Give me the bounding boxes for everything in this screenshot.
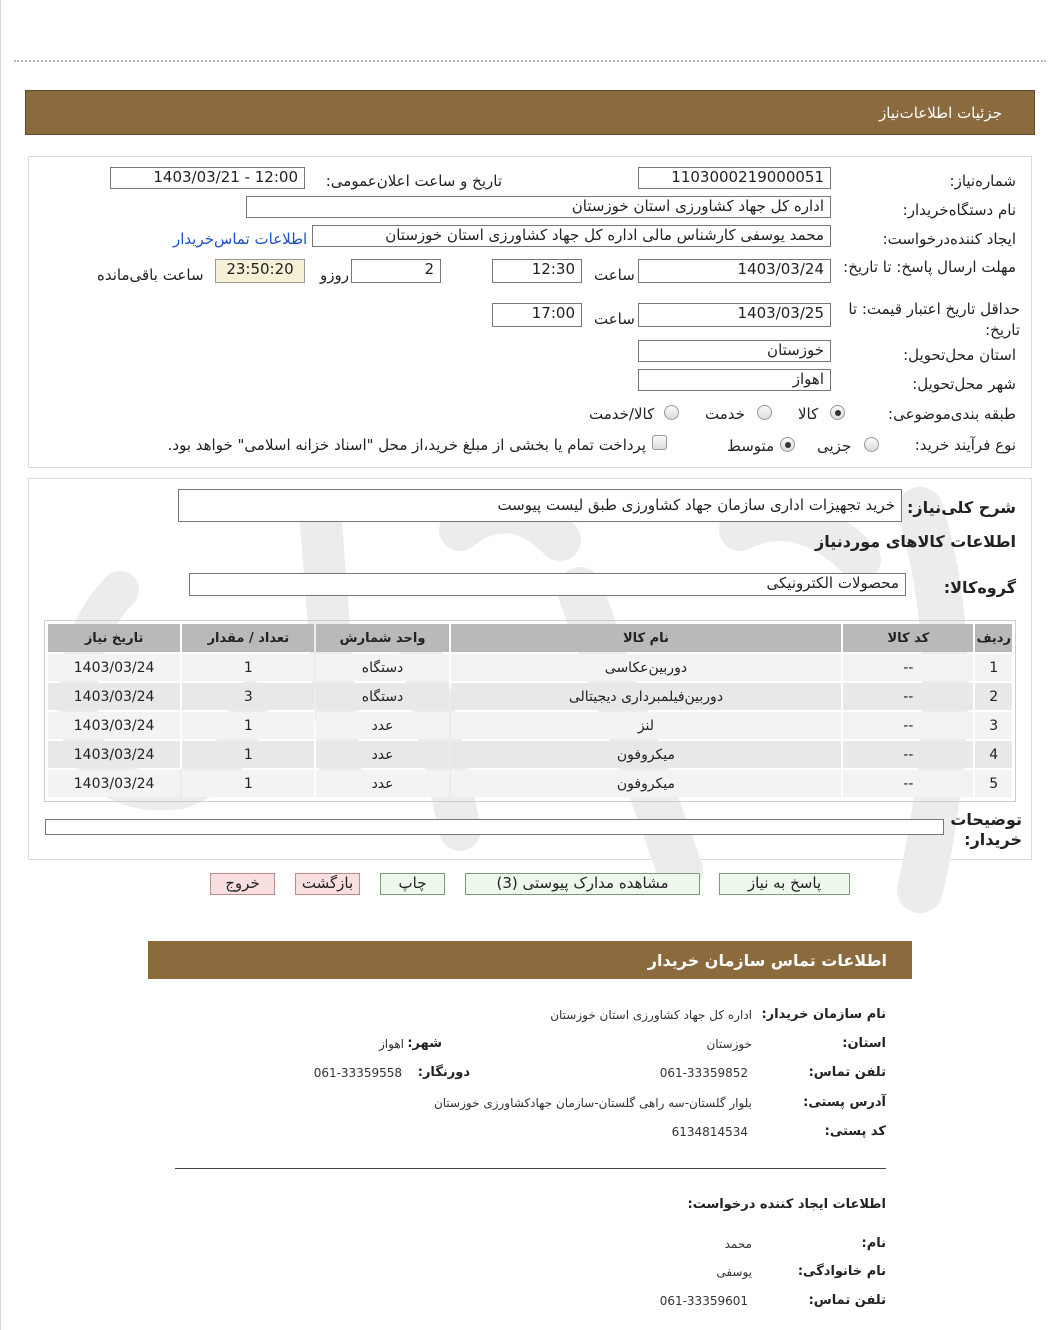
contact-separator — [175, 1168, 886, 1169]
contact-fax-label: دورنگار: — [417, 1065, 470, 1080]
province-label: استان محل‌تحویل: — [903, 346, 1016, 364]
reply-button[interactable]: پاسخ به نیاز — [719, 873, 850, 895]
item-code: -- — [843, 654, 973, 681]
process-minor-label: جزیی — [817, 437, 852, 455]
table-row — [48, 712, 1012, 739]
item-name: دوربین‌عکاسی — [451, 654, 842, 681]
details-header-title: جزئیات اطلاعات‌نیاز — [879, 104, 1002, 122]
summary-field: خرید تجهیزات اداری سازمان جهاد کشاورزی طبق لیست پیوست — [178, 489, 902, 522]
category-goods-label: کالا — [798, 405, 819, 423]
buyer-org-field: اداره کل جهاد کشاورزی استان خوزستان — [246, 196, 831, 218]
contact-org-label: نام سازمان خریدار: — [761, 1007, 886, 1022]
creator-info-heading: اطلاعات ایجاد کننده درخواست: — [687, 1197, 886, 1212]
contact-postal-label: کد پستی: — [824, 1124, 886, 1139]
group-field: محصولات الکترونیکی — [189, 573, 906, 596]
items-table — [46, 622, 1014, 799]
item-date: 1403/03/24 — [48, 712, 180, 739]
items-header-row — [48, 624, 1012, 652]
contact-phone-value: 061-33359852 — [659, 1066, 748, 1080]
col-code-header: کد کالا — [843, 624, 973, 652]
process-medium-radio[interactable] — [780, 437, 795, 452]
announce-field: 1403/03/21 - 12:00 — [110, 167, 305, 189]
item-qty: 1 — [182, 654, 314, 681]
item-qty: 1 — [182, 770, 314, 797]
row-number: 3 — [975, 712, 1012, 739]
contact-header — [148, 941, 912, 979]
contact-postal-value: 6134814534 — [671, 1125, 748, 1139]
back-button[interactable]: بازگشت — [295, 873, 360, 895]
item-name: دوربین‌فیلمبرداری دیجیتالی — [451, 683, 842, 710]
price-time-field: 17:00 — [492, 303, 582, 327]
item-name: لنز — [451, 712, 842, 739]
reply-deadline-label: مهلت ارسال پاسخ: تا تاریخ: — [843, 258, 1016, 276]
need-number-field: 1103000219000051 — [638, 167, 831, 189]
contact-address-label: آدرس پستی: — [803, 1095, 886, 1110]
province-field: خوزستان — [638, 340, 831, 362]
group-label: گروه‌کالا: — [943, 578, 1016, 597]
item-unit: عدد — [316, 712, 448, 739]
attachments-button[interactable]: مشاهده مدارک پیوستی (3) — [465, 873, 700, 895]
category-goods-radio[interactable] — [830, 405, 845, 420]
days-label: روزو — [320, 266, 349, 284]
creator-label: ایجاد کننده‌درخواست: — [882, 230, 1016, 248]
category-both-label: کالا/خدمت — [589, 405, 655, 423]
price-time-label: ساعت — [594, 310, 635, 328]
buyer-notes-field — [45, 819, 944, 835]
price-date-field: 1403/03/25 — [638, 303, 831, 327]
item-date: 1403/03/24 — [48, 741, 180, 768]
category-service-radio[interactable] — [757, 405, 772, 420]
remaining-timer: 23:50:20 — [215, 259, 305, 283]
table-row — [48, 770, 1012, 797]
row-number: 1 — [975, 654, 1012, 681]
category-service-label: خدمت — [705, 405, 745, 423]
city-label: شهر محل‌تحویل: — [912, 375, 1016, 393]
contact-city-value: اهواز — [379, 1037, 404, 1051]
item-qty: 1 — [182, 712, 314, 739]
col-date-header: تاریخ نیاز — [48, 624, 180, 652]
category-label: طبقه بندی‌موضوعی: — [888, 405, 1016, 423]
exit-button[interactable]: خروج — [210, 873, 275, 895]
item-unit: دستگاه — [316, 654, 448, 681]
remaining-label: ساعت باقی‌مانده — [97, 266, 204, 284]
creator-field: محمد یوسفی کارشناس مالی اداره کل جهاد کشاورزی استان خوزستان — [312, 225, 831, 247]
item-name: میکروفون — [451, 770, 842, 797]
buyer-notes-label: توضیحات خریدار: — [950, 810, 1022, 849]
contact-fax-value: 061-33359558 — [313, 1066, 402, 1080]
contact-header-title: اطلاعات تماس سازمان خریدار — [647, 951, 887, 970]
details-header — [25, 90, 1035, 135]
treasury-payment-checkbox[interactable] — [652, 435, 667, 450]
days-field: 2 — [351, 259, 441, 283]
creator-name-value: محمد — [724, 1237, 752, 1251]
page-left-border — [0, 0, 1, 1330]
item-name: میکروفون — [451, 741, 842, 768]
creator-name-label: نام: — [861, 1236, 886, 1251]
row-number: 4 — [975, 741, 1012, 768]
item-date: 1403/03/24 — [48, 770, 180, 797]
print-button[interactable]: چاپ — [380, 873, 445, 895]
col-name-header: نام کالا — [451, 624, 842, 652]
item-date: 1403/03/24 — [48, 654, 180, 681]
creator-phone-value: 061-33359601 — [659, 1294, 748, 1308]
table-row — [48, 683, 1012, 710]
item-code: -- — [843, 770, 973, 797]
item-code: -- — [843, 683, 973, 710]
item-code: -- — [843, 712, 973, 739]
creator-family-label: نام خانوادگی: — [797, 1264, 886, 1279]
item-unit: عدد — [316, 770, 448, 797]
buyer-contact-link[interactable]: اطلاعات تماس‌خریدار — [173, 230, 308, 248]
contact-org-value: اداره کل جهاد کشاورزی استان خوزستان — [550, 1008, 752, 1022]
process-label: نوع فرآیند خرید: — [914, 436, 1016, 454]
city-field: اهواز — [638, 369, 831, 391]
process-minor-radio[interactable] — [864, 437, 879, 452]
category-both-radio[interactable] — [664, 405, 679, 420]
item-unit: عدد — [316, 741, 448, 768]
table-row — [48, 741, 1012, 768]
contact-phone-label: تلفن تماس: — [808, 1065, 886, 1080]
item-code: -- — [843, 741, 973, 768]
summary-label: شرح کلی‌نیاز: — [907, 498, 1016, 517]
item-date: 1403/03/24 — [48, 683, 180, 710]
price-validity-label: حداقل تاریخ اعتبار قیمت: تا تاریخ: — [848, 300, 1020, 339]
creator-phone-label: تلفن تماس: — [808, 1293, 886, 1308]
contact-province-label: استان: — [842, 1036, 886, 1051]
creator-family-value: یوسفی — [716, 1265, 752, 1279]
reply-date-field: 1403/03/24 — [638, 259, 831, 283]
buyer-org-label: نام دستگاه‌خریدار: — [902, 201, 1016, 219]
item-qty: 1 — [182, 741, 314, 768]
table-row — [48, 654, 1012, 681]
item-unit: دستگاه — [316, 683, 448, 710]
reply-time-label: ساعت — [594, 266, 635, 284]
top-divider — [14, 60, 1046, 62]
reply-time-field: 12:30 — [492, 259, 582, 283]
need-number-label: شماره‌نیاز: — [949, 172, 1016, 190]
goods-heading: اطلاعات کالاهای موردنیاز — [815, 532, 1016, 551]
col-qty-header: تعداد / مقدار — [182, 624, 314, 652]
payment-note: پرداخت تمام یا بخشی از مبلغ خرید،از محل "اسناد خزانه اسلامی" خواهد بود. — [167, 436, 646, 454]
col-row-header: ردیف — [975, 624, 1012, 652]
announce-label: تاریخ و ساعت اعلان‌عمومی: — [325, 172, 502, 190]
contact-city-label: شهر: — [407, 1036, 442, 1051]
process-medium-label: متوسط — [727, 437, 775, 455]
col-unit-header: واحد شمارش — [316, 624, 448, 652]
row-number: 5 — [975, 770, 1012, 797]
item-qty: 3 — [182, 683, 314, 710]
row-number: 2 — [975, 683, 1012, 710]
contact-province-value: خوزستان — [706, 1037, 752, 1051]
contact-address-value: بلوار گلستان-سه راهی گلستان-سازمان جهادکشاورزی خوزستان — [433, 1096, 752, 1110]
